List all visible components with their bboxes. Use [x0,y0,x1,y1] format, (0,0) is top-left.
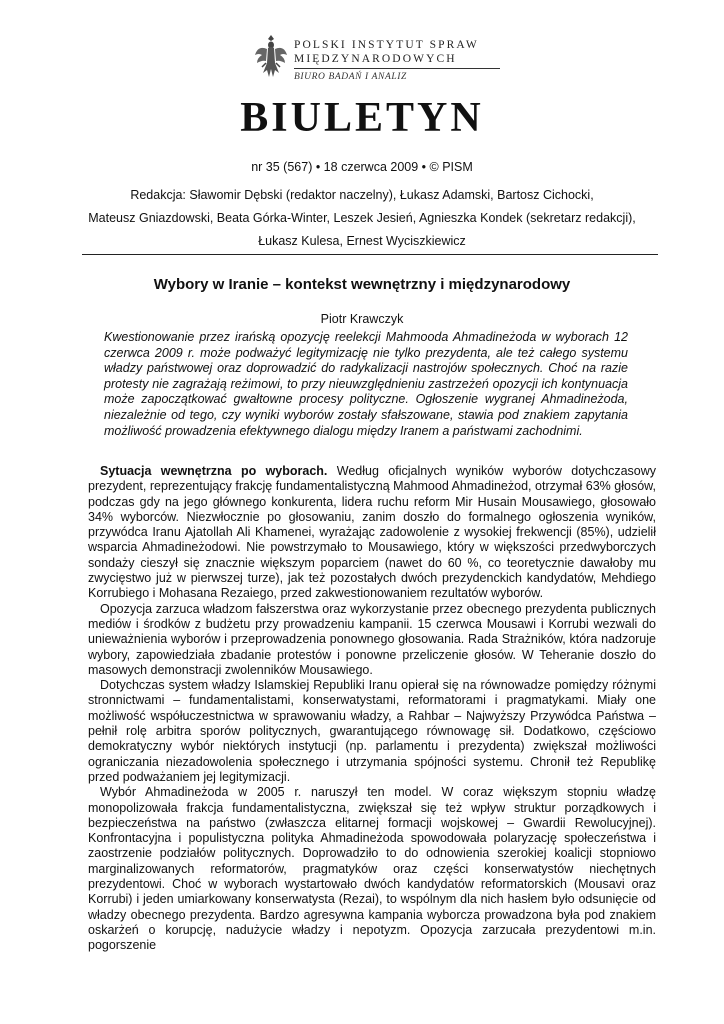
paragraph-2: Opozycja zarzuca władzom fałszerstwa oraz wykorzystanie przez obecnego prezydenta publicznych mediów i środków z budżetu przy prowadzeniu kampanii. 15 czerwca Mousawi i Korrubi wezwali do unieważnienia wyborów i przeprowadzenia ponownego głosowania. Rada Strażników, która nadzoruje wybory, zapowiedziała zbadanie protestów i ponowne przeliczenie głosów. W Teheranie doszło do masowych demonstracji zwolenników Mousawiego. [88,601,656,677]
org-name-line1: POLSKI INSTYTUT SPRAW [294,39,479,51]
editorial-board [60,184,664,253]
logo-divider [294,68,500,69]
article-abstract: Kwestionowanie przez irańską opozycję reelekcji Mahmooda Ahmadineżoda w wyborach 12 czerwca 2009 r. może podważyć legitymizację nie tylko prezydenta, ale też całego systemu władzy państwowej oraz doprowadzić do radykalizacji nastrojów społecznych. Choć na razie protesty nie zagrażają reżimowi, to przy nieuwzględnieniu zastrzeżeń opozycji ich kontynuacja może zapoczątkować gwałtowne procesy polityczne. Ogłoszenie wygranej Ahmadineżoda, niezależnie od tego, czy wyniki wyborów zostały sfałszowane, stawia pod znakiem zapytania możliwość prowadzenia efektywnego dialogu między Iranem a państwami zachodnimi. [104,330,628,438]
issue-line: nr 35 (567) • 18 czerwca 2009 • © PISM [251,160,473,174]
article-body [88,464,656,954]
editorial-line-3: Łukasz Kulesa, Ernest Wyciszkiewicz [258,234,466,248]
article-title: Wybory w Iranie – kontekst wewnętrzny i międzynarodowy [153,276,571,293]
editorial-line-2: Mateusz Gniazdowski, Beata Górka-Winter, Leszek Jesień, Agnieszka Kondek (sekretarz redakcji), [88,211,636,225]
header-divider [82,254,658,255]
eagle-emblem-icon [254,33,288,79]
org-subtitle: BIURO BADAŃ I ANALIZ [294,72,407,82]
paragraph-1 [88,464,656,602]
editorial-line-1: Redakcja: Sławomir Dębski (redaktor naczelny), Łukasz Adamski, Bartosz Cichocki, [130,188,594,202]
institute-logo [254,33,494,93]
org-name-line2: MIĘDZYNARODOWYCH [294,53,457,65]
paragraph-3: Dotychczas system władzy Islamskiej Republiki Iranu opierał się na równowadze pomiędzy różnymi stronnictwami – fundamentalistami, konserwatystami, reformatorami i pragmatykami. Miały one możliwość współuczestnictwa w sprawowaniu władzy, a Rahbar – Najwyższy Przywódca Państwa – pełnił rolę arbitra sporów politycznych, gwarantującego równowagę sił. Dodatkowo, częściowo demokratyczny wybór niektórych instytucji (np. parlamentu i prezydenta) zwiększał możliwości ograniczania niezadowolenia społecznego i utrzymania spójności systemu. Chronił też Republikę przed podważaniem jej legitymizacji. [88,678,656,784]
section-lead: Sytuacja wewnętrzna po wyborach. [100,464,328,478]
article-author: Piotr Krawczyk [320,312,404,326]
paragraph-4: Wybór Ahmadineżoda w 2005 r. naruszył ten model. W coraz większym stopniu władzę monopolizowała frakcja fundamentalistyczna, zwiększał się też wpływ struktur porządkowych i bezpieczeństwa na państwo (zwłaszcza elitarnej formacji wojskowej – Gwardii Rewolucyjnej). Konfrontacyjna i populistyczna polityka Ahmadineżoda spowodowała polaryzację społeczeństwa i zaostrzenie podziałów politycznych. Doprowadziło to do odnowienia szerokiej koalicji stopniowo marginalizowanych reformatorów, pragmatyków oraz części konserwatystów niechętnych prezydentowi. Choć w wyborach wystartowało dwóch kandydatów reformatorskich (Mousavi oraz Korrubi) i jeden umiarkowany konserwatysta (Rezai), to wspólnym dla nich hasłem było odsunięcie od władzy obecnego prezydenta. Bardzo agresywna kampania wyborcza prowadzona była pod znakiem oskarżeń o korupcję, nadużycie władzy i nepotyzm. Opozycja zarzucała prezydentowi m.in. pogorszenie [88,785,656,953]
paragraph-1-text: Według oficjalnych wyników wyborów dotychczasowy prezydent, reprezentujący frakcję fundamentalistyczną Mahmood Ahmadineżod, otrzymał 63% głosów, podczas gdy na jego głównego konkurenta, lidera ruchu reform Mir Husain Mousawiego, głosowało 34% wyborców. Niezwłocznie po głosowaniu, zanim doszło do formalnego ogłoszenia wyników, przywódca Iranu Ajatollah Ali Khamenei, wyrażając zadowolenie z wysokiej frekwencji (85%), udzielił wsparcia Ahmadineżodowi. Nie powstrzymało to Mousawiego, który w większości przedwyborczych sondaży cieszył się znacznie większym poparciem (nawet do 60 %, co teoretycznie dawałoby mu zwycięstwo już w pierwszej turze), jak też pozostałych dwóch prezydenckich kandydatów, Mehdiego Korrubiego i Mohasana Rezaiego, przed zakwestionowaniem rezultatów wyborów. [88,464,657,601]
masthead-title: BIULETYN [240,95,484,141]
